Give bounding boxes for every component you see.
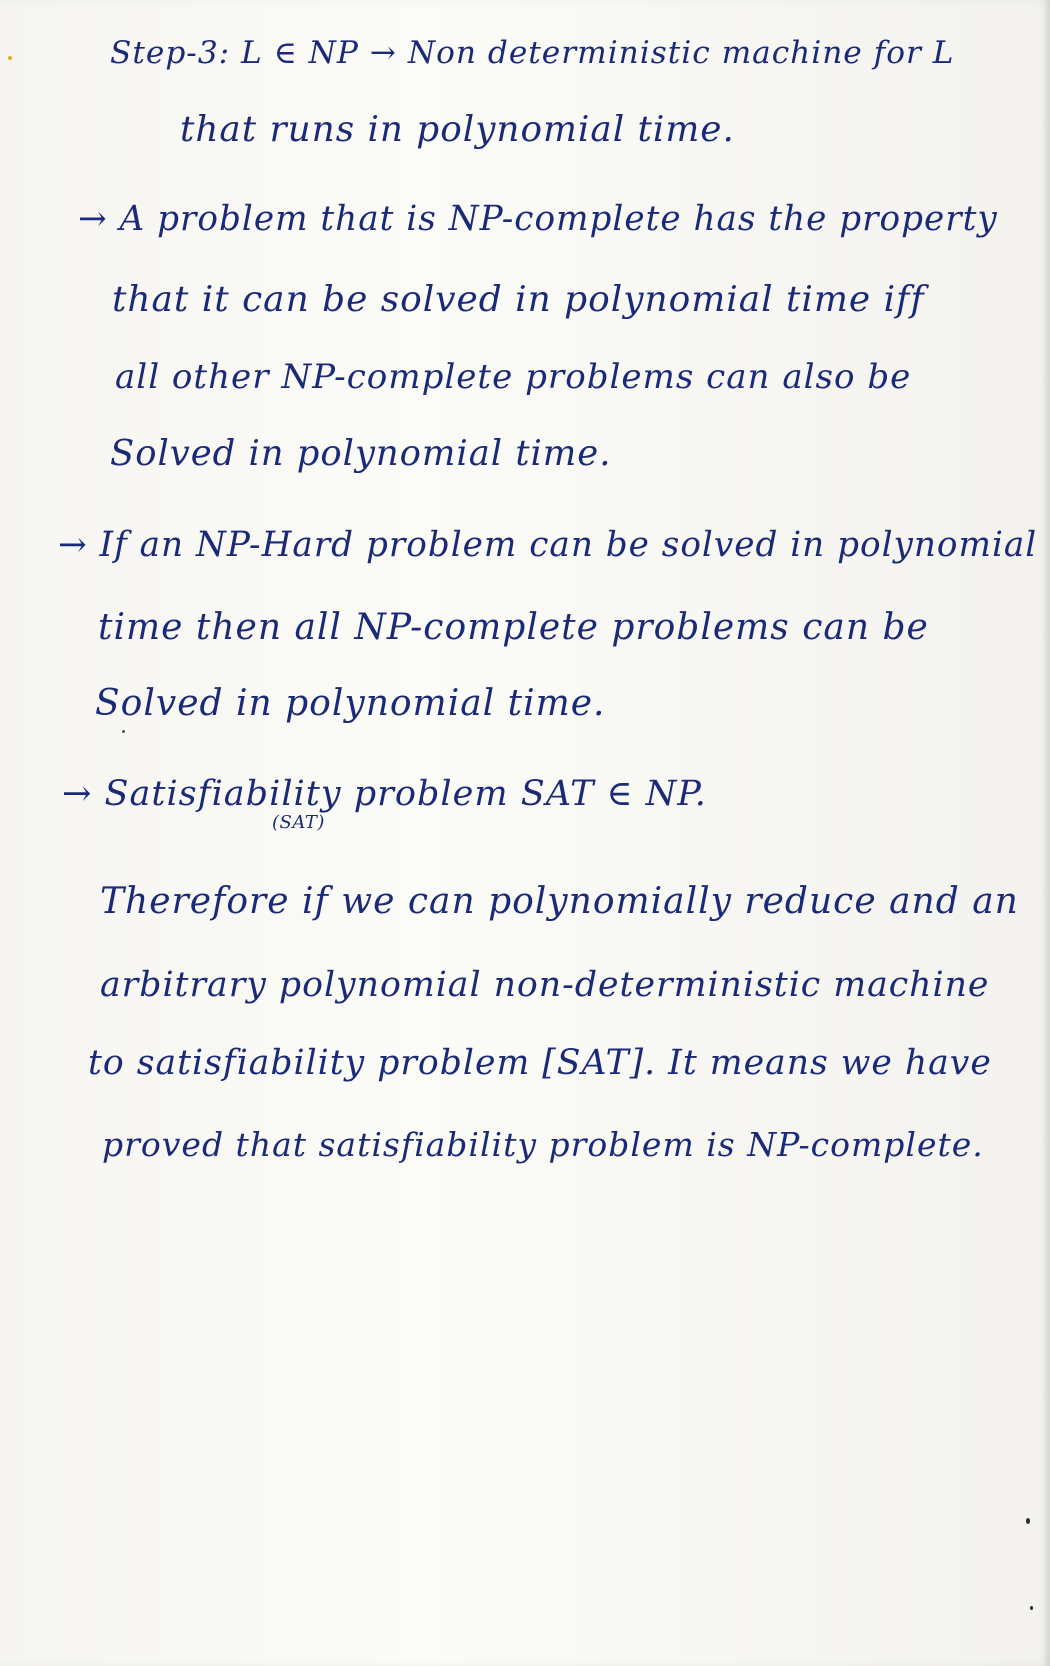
conclusion-line-1: Therefore if we can polynomially reduce and an <box>100 881 1019 922</box>
ink-speck <box>1026 1518 1030 1524</box>
step-3-heading: Step-3: L ∈ NP → Non deterministic machine for L <box>110 35 955 71</box>
np-complete-point-line-1: → A problem that is NP-complete has the property <box>78 199 998 239</box>
step-3-heading-continued: that runs in polynomial time. <box>180 109 735 150</box>
ink-speck <box>1030 1606 1033 1610</box>
np-complete-point-line-2: that it can be solved in polynomial time iff <box>112 279 925 320</box>
sat-abbreviation-note: (SAT) <box>272 812 325 833</box>
conclusion-line-4: proved that satisfiability problem is NP-complete. <box>102 1125 984 1164</box>
ink-speck <box>122 730 125 733</box>
np-complete-point-line-4: Solved in polynomial time. <box>110 433 612 474</box>
sat-point-line: → Satisfiability problem SAT ∈ NP. <box>62 773 707 814</box>
np-hard-point-line-3: Solved in polynomial time. <box>95 683 606 724</box>
conclusion-line-3: to satisfiability problem [SAT]. It means we have <box>88 1043 992 1083</box>
ink-speck <box>8 56 12 60</box>
np-complete-point-line-3: all other NP-complete problems can also be <box>115 357 912 397</box>
np-hard-point-line-2: time then all NP-complete problems can be <box>98 607 929 648</box>
page-edge-shadow <box>1042 0 1050 1666</box>
np-hard-point-line-1: → If an NP-Hard problem can be solved in polynomial <box>58 525 1038 565</box>
conclusion-line-2: arbitrary polynomial non-deterministic machine <box>100 965 990 1005</box>
